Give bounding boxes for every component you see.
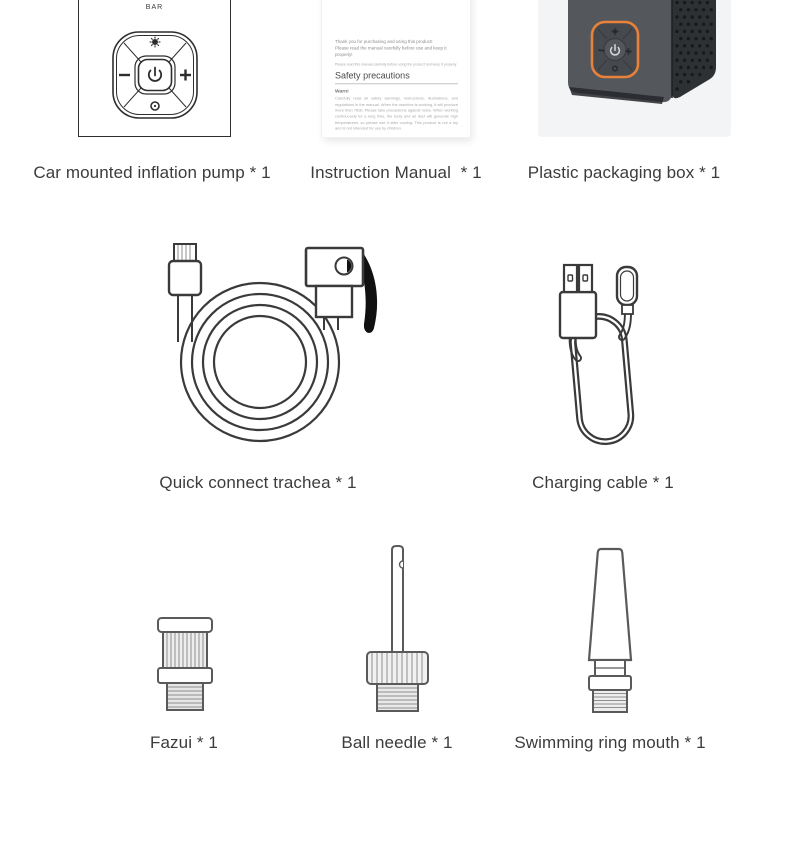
manual-note-line: Please read this manual carefully before using the product and keep it properly	[335, 62, 457, 67]
plus-icon	[180, 70, 191, 81]
manual-text	[335, 39, 458, 132]
ball-needle-image	[340, 542, 455, 714]
cable-drawing	[540, 240, 665, 455]
manual-warning-title: Warn!	[335, 88, 349, 94]
usb-c-plug	[617, 267, 637, 314]
instruction-manual-image	[322, 0, 470, 137]
usb-a-plug	[560, 265, 596, 338]
threaded-connector	[169, 244, 201, 295]
pump-control-panel-drawing	[79, 0, 230, 136]
device-body	[568, 0, 716, 104]
hose-tubes	[178, 294, 338, 342]
valve-clamp-head	[306, 248, 377, 333]
item-label-pump: Car mounted inflation pump * 1	[33, 163, 271, 182]
manual-intro-line2: Please read the manual carefully before use and keep it properly!	[335, 45, 447, 58]
fazui-ribbed-body	[163, 632, 207, 668]
fazui-image	[150, 616, 220, 712]
pressure-unit-label: BAR	[145, 4, 164, 11]
device-minus-icon	[599, 50, 605, 51]
needle-air-hole	[400, 561, 403, 568]
pump-device-photo	[538, 0, 731, 137]
item-label-cable: Charging cable * 1	[532, 473, 674, 492]
item-label-trachea: Quick connect trachea * 1	[159, 473, 357, 492]
manual-section-heading: Safety precautions	[335, 70, 458, 84]
trachea-drawing	[148, 238, 378, 470]
light-icon	[150, 37, 161, 48]
power-icon	[149, 68, 161, 81]
nozzle-drawing	[575, 545, 645, 715]
nozzle-cone	[589, 549, 631, 660]
packaging-box-image	[538, 0, 731, 137]
nozzle-collar	[589, 676, 631, 690]
manual-warning-body: Carefully read all safety warnings, instructions, illustrations, and regulations in the manual. When the machine is working, it will produce more than 75db. Please take precautions against noise. When working continuously for a long time, the body and air duct will generate high temperatures, so please use it after cooling. This product is not a toy and is not intended for use by children.	[335, 96, 458, 132]
pump-control-panel-image	[78, 0, 231, 137]
item-label-box: Plastic packaging box * 1	[527, 163, 721, 182]
ball-needle-drawing	[340, 542, 455, 714]
swimming-ring-mouth-image	[575, 545, 645, 715]
device-dpad	[592, 22, 638, 77]
item-label-needle: Ball needle * 1	[341, 733, 453, 752]
quick-connect-trachea-image	[148, 238, 378, 470]
item-label-fazui: Fazui * 1	[150, 733, 218, 752]
charging-cable-image	[540, 240, 665, 455]
item-label-nozzle: Swimming ring mouth * 1	[514, 733, 706, 752]
manual-intro-line1: Thank you for purchasing and using this product!	[335, 39, 433, 45]
lamp-icon	[151, 102, 159, 110]
fazui-drawing	[150, 616, 220, 712]
item-label-manual: Instruction Manual * 1	[310, 163, 482, 182]
